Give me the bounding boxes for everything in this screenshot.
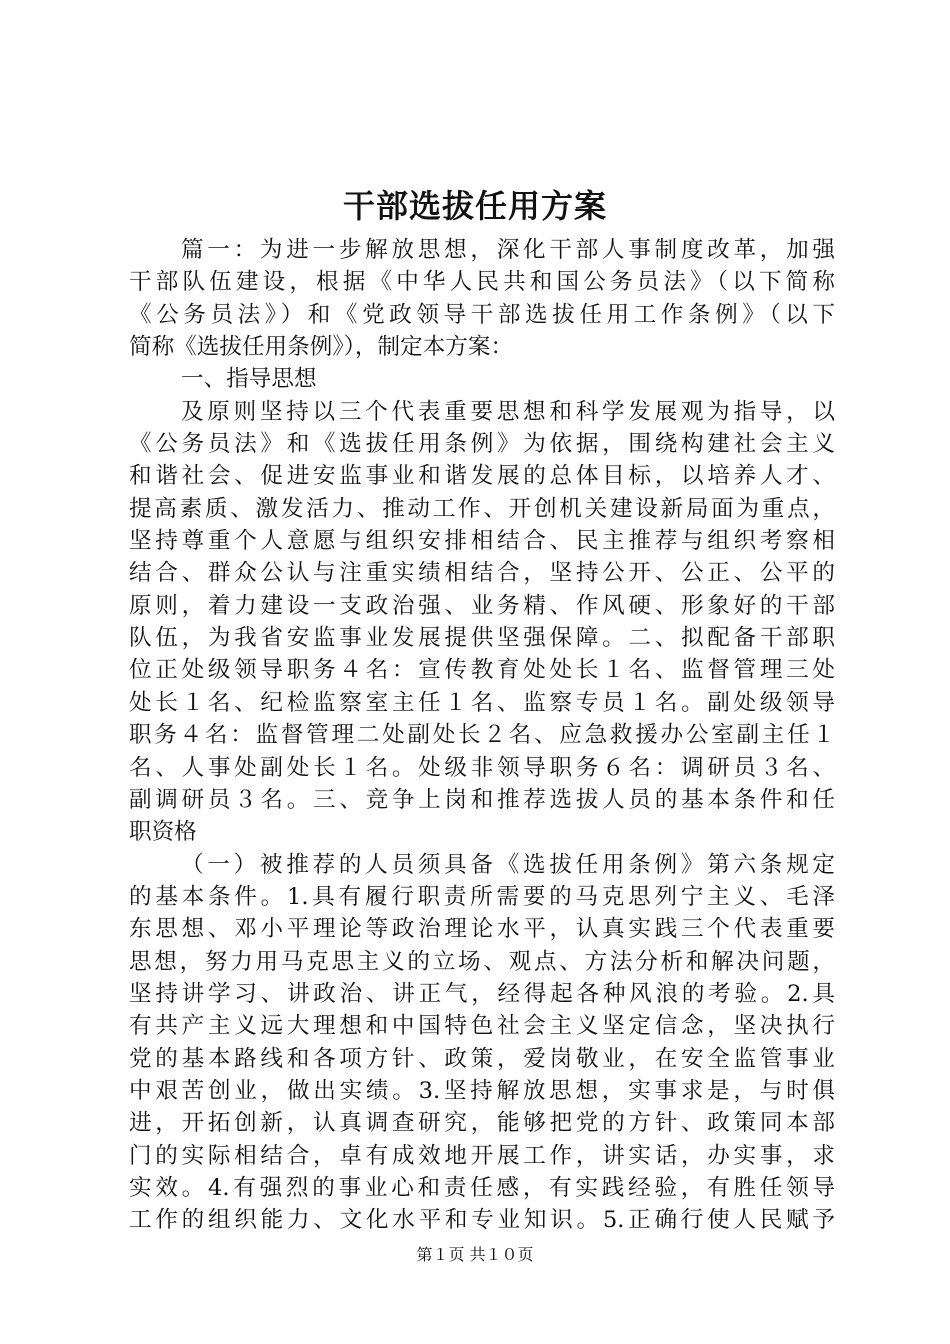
body-line: 党的基本路线和各项方针、政策，爱岗敬业，在安全监管事业: [129, 1045, 835, 1072]
body-line: 简称《选拔任用条例》），制定本方案：: [129, 334, 514, 361]
body-line: 原则，着力建设一支政治强、业务精、作风硬、形象好的干部: [129, 592, 835, 619]
body-line: 思想，努力用马克思主义的立场、观点、方法分析和解决问题，: [129, 948, 835, 975]
body-line: 副调研员３名。三、竞争上岗和推荐选拔人员的基本条件和任: [129, 786, 835, 813]
body-line: 门的实际相结合，卓有成效地开展工作，讲实话，办实事，求: [129, 1142, 835, 1169]
body-line: 中艰苦创业，做出实绩。3.坚持解放思想，实事求是，与时俱: [129, 1077, 835, 1104]
body-line: 提高素质、激发活力、推动工作、开创机关建设新局面为重点，: [129, 495, 835, 522]
body-line: 篇一：为进一步解放思想，深化干部人事制度改革，加强: [181, 237, 835, 263]
body-line: 坚持讲学习、讲政治、讲正气，经得起各种风浪的考验。2.具: [129, 980, 835, 1007]
document-title: 干部选拔任用方案: [342, 187, 607, 225]
body-line: 《公务员法》）和《党政领导干部选拔任用工作条例》（以下: [129, 301, 835, 328]
body-line: 有共产主义远大理想和中国特色社会主义坚定信念，坚决执行: [129, 1013, 835, 1040]
body-line: 东思想、邓小平理论等政治理论水平，认真实践三个代表重要: [129, 916, 835, 943]
body-line: 位正处级领导职务４名：宣传教育处处长１名、监督管理三处: [129, 657, 835, 684]
body-line: 坚持尊重个人意愿与组织安排相结合、民主推荐与组织考察相: [129, 528, 835, 555]
body-line: 结合、群众公认与注重实绩相结合，坚持公开、公正、公平的: [129, 560, 835, 587]
body-line: 处长１名、纪检监察室主任１名、监察专员１名。副处级领导: [129, 689, 835, 716]
document-body: [129, 234, 835, 1237]
body-line: 职务４名：监督管理二处副处长２名、应急救援办公室副主任１: [129, 722, 835, 749]
body-line: 名、人事处副处长１名。处级非领导职务６名：调研员３名、: [129, 754, 835, 781]
body-line: 和谐社会、促进安监事业和谐发展的总体目标，以培养人才、: [129, 463, 835, 490]
body-line: 的基本条件。1.具有履行职责所需要的马克思列宁主义、毛泽: [129, 883, 835, 910]
section-heading: 一、指导思想: [181, 366, 317, 393]
body-line: 工作的组织能力、文化水平和专业知识。5.正确行使人民赋予: [129, 1207, 835, 1234]
body-line: 实效。4.有强烈的事业心和责任感，有实践经验，有胜任领导: [129, 1174, 835, 1201]
body-line: 及原则坚持以三个代表重要思想和科学发展观为指导，以: [181, 398, 835, 425]
body-line: 《公务员法》和《选拔任用条例》为依据，围绕构建社会主义: [129, 431, 835, 458]
body-line: 干部队伍建设，根据《中华人民共和国公务员法》（以下简称: [129, 269, 835, 296]
body-line: 进，开拓创新，认真调查研究，能够把党的方针、政策同本部: [129, 1110, 835, 1137]
page-footer: 第１页 共１０页: [416, 1245, 534, 1264]
body-line: （一）被推荐的人员须具备《选拔任用条例》第六条规定: [181, 851, 835, 878]
body-line: 队伍，为我省安监事业发展提供坚强保障。二、拟配备干部职: [129, 625, 835, 652]
body-line: 职资格: [129, 819, 197, 846]
